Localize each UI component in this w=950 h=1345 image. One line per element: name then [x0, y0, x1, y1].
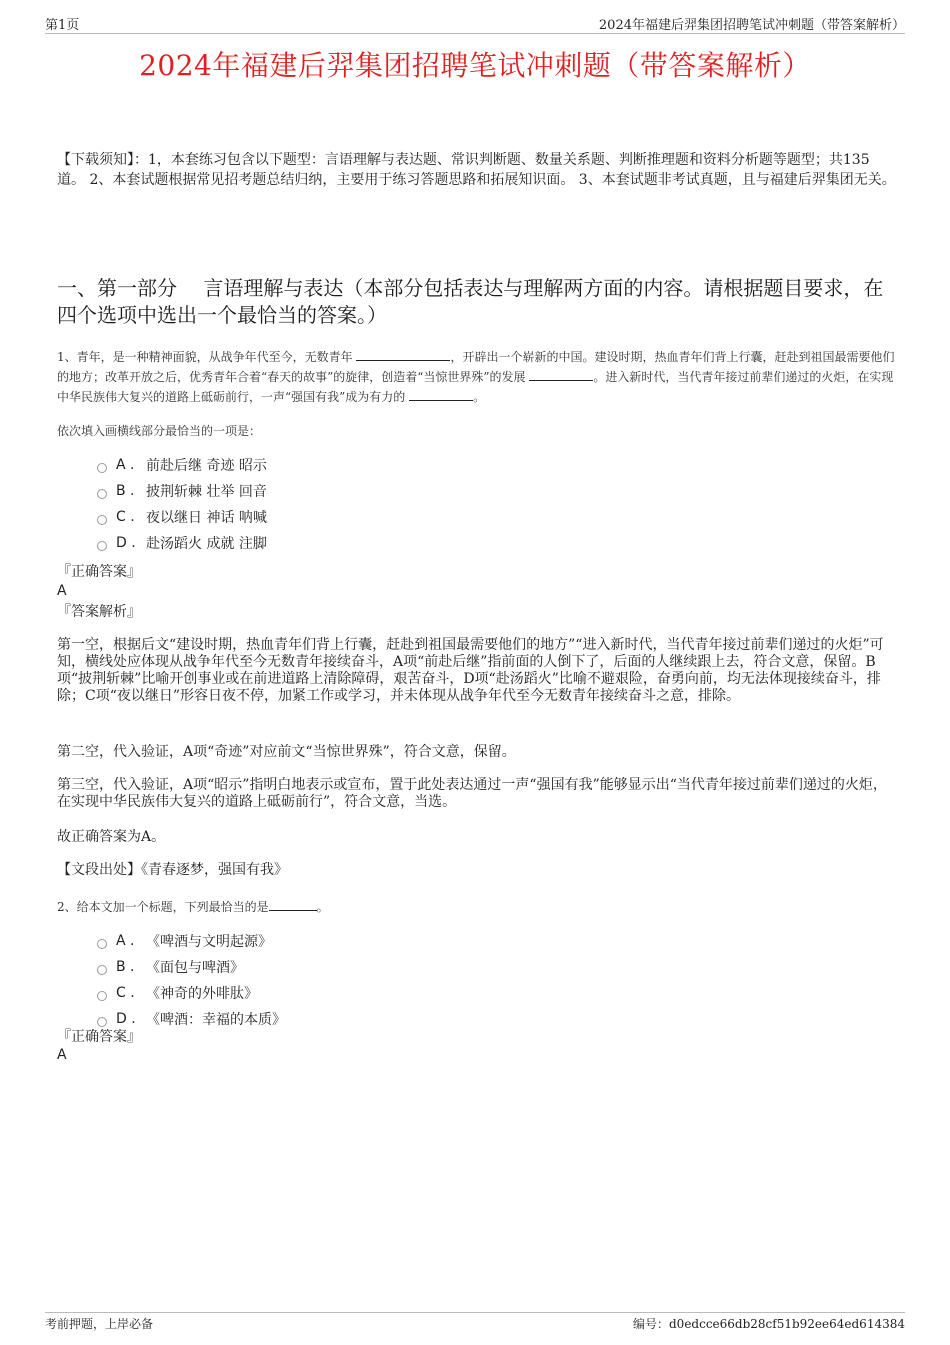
header-divider: [45, 33, 905, 34]
question-1-text: [57, 347, 902, 407]
radio-icon[interactable]: [97, 489, 107, 499]
radio-icon[interactable]: [97, 965, 107, 975]
question-1-options: [97, 452, 267, 556]
question-1-part-2: ，开辟出一个崭新的中国。建设时期，热血青年们背上行囊，赶赴到祖国最需要他们的地方；改革开放之后，优秀青年合着“春天的故事”的旋律，创造着“当惊世界殊”的发展: [57, 350, 895, 384]
analysis-paragraph-3: 第三空，代入验证，A项“昭示”指明白地表示或宣布，置于此处表达通过一声“强国有我”能够显示出“当代青年接过前辈们递过的火炬，在实现中华民族伟大复兴的道路上砥砺前行”，符合文意，当选。: [57, 777, 887, 810]
radio-icon[interactable]: [97, 463, 107, 473]
header-doc-title: 2024年福建后羿集团招聘笔试冲刺题（带答案解析）: [598, 18, 905, 33]
download-notice: 【下载须知】：1，本套练习包含以下题型：言语理解与表达题、常识判断题、数量关系题、判断推理题和资料分析题等题型；共135道。 2、本套试题根据常见招考题总结归纳，主要用于练习答题思路和拓展知识面。 3、本套试题非考试真题，且与福建后羿集团无关。: [57, 152, 896, 188]
section-heading: 一、第一部分 言语理解与表达（本部分包括表达与理解两方面的内容。请根据题目要求，在四个选项中选出一个最恰当的答案。）: [57, 276, 884, 327]
analysis-paragraph-2: 第二空，代入验证，A项“奇迹”对应前文“当惊世界殊”，符合文意，保留。: [57, 744, 516, 760]
header-page-number: 第1页: [45, 18, 80, 33]
passage-source: 【文段出处】《青春逐梦，强国有我》: [57, 862, 288, 878]
radio-icon[interactable]: [97, 939, 107, 949]
question-1-part-1: 1、青年，是一种精神面貌，从战争年代至今，无数青年: [57, 350, 353, 364]
answer-blank-1: [356, 348, 450, 361]
radio-icon[interactable]: [97, 515, 107, 525]
question-1-prompt: 依次填入画横线部分最恰当的一项是：: [57, 424, 262, 438]
page-title: 2024年福建后羿集团招聘笔试冲刺题（带答案解析）: [139, 49, 811, 82]
option-c[interactable]: C . 《神奇的外啡肽》: [97, 980, 286, 1006]
option-d[interactable]: D . 赴汤蹈火 成就 注脚: [97, 530, 267, 556]
option-a[interactable]: A . 《啤酒与文明起源》: [97, 928, 286, 954]
radio-icon[interactable]: [97, 541, 107, 551]
question-2-options: [97, 928, 286, 1032]
radio-icon[interactable]: [97, 1017, 107, 1027]
question-2-text: 2、给本文加一个标题，下列最恰当的是 。: [57, 900, 329, 914]
option-b[interactable]: B . 披荆斩棘 壮举 回音: [97, 478, 267, 504]
option-d[interactable]: D . 《啤酒：幸福的本质》: [97, 1006, 286, 1032]
analysis-conclusion: 故正确答案为A。: [57, 829, 166, 845]
option-c[interactable]: C . 夜以继日 神话 呐喊: [97, 504, 267, 530]
footer-slogan: 考前押题，上岸必备: [45, 1317, 154, 1331]
analysis-label: 『答案解析』: [57, 604, 141, 620]
footer-serial-number: 编号：d0edcce66db28cf51b92ee64ed614384: [633, 1317, 905, 1331]
correct-answer: A: [57, 583, 67, 599]
answer-blank: [269, 898, 317, 911]
answer-blank-2: [529, 368, 593, 381]
question-1-part-4: 。: [473, 390, 486, 404]
answer-blank-3: [409, 388, 473, 401]
question-1-part-3: 。进入新时代，当代青年接过前辈们递过的火炬，在实现中华民族伟大复兴的道路上砥砺前行，一声“强国有我”成为有力的: [57, 370, 894, 404]
correct-answer: A: [57, 1047, 67, 1063]
option-b[interactable]: B . 《面包与啤酒》: [97, 954, 286, 980]
answer-label: 『正确答案』: [57, 564, 141, 580]
analysis-paragraph-1: 第一空，根据后文“建设时期，热血青年们背上行囊，赶赴到祖国最需要他们的地方”“进入新时代，当代青年接过前辈们递过的火炬”可知，横线处应体现从战争年代至今无数青年接续奋斗，A项“前赴后继”指前面的人倒下了，后面的人继续跟上去，符合文意，保留。B项“披荆斩棘”比喻开创事业或在前进道路上清除障碍，艰苦奋斗，D项“赴汤蹈火”比喻不避艰险，奋勇向前，均无法体现接续奋斗，排除；C项“夜以继日”形容日夜不停，加紧工作或学习，并未体现从战争年代至今无数青年接续奋斗之意，排除。: [57, 637, 884, 704]
radio-icon[interactable]: [97, 991, 107, 1001]
answer-label: 『正确答案』: [57, 1029, 141, 1045]
option-a[interactable]: A . 前赴后继 奇迹 昭示: [97, 452, 267, 478]
footer-divider: [45, 1312, 905, 1313]
